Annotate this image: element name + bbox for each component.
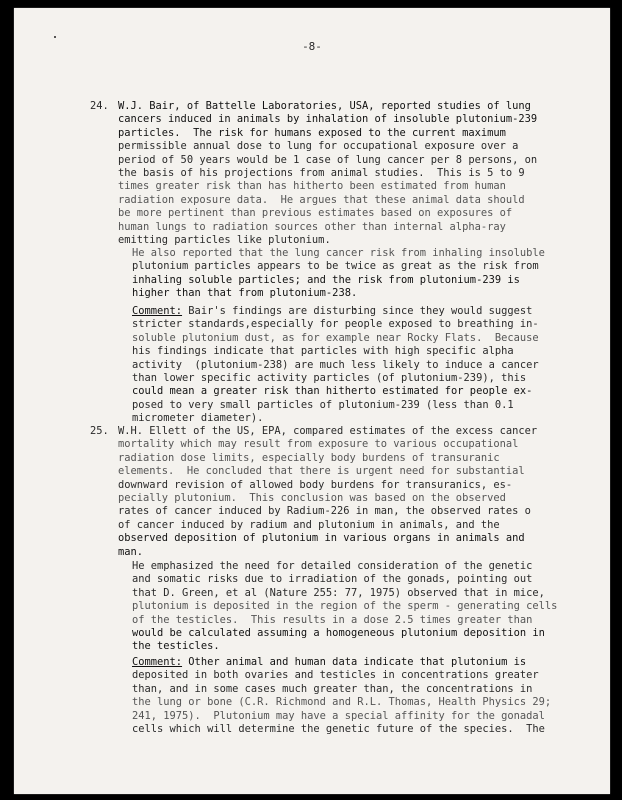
text-line: soluble plutonium dust, as for example near Rocky Flats. Because [132, 331, 539, 344]
paragraph-25b [132, 560, 560, 654]
text-line: cancers induced in animals by inhalation of insoluble plutonium-239 [118, 113, 538, 126]
text-line: He also reported that the lung cancer risk from inhaling insoluble [132, 247, 545, 259]
text-line: deposited in both ovaries and testicles in concentrations greater [132, 669, 539, 682]
document-page [14, 8, 610, 794]
text-line: higher than that from plutonium-238. [132, 287, 358, 300]
text-line: W.J. Bair, of Battelle Laboratories, USA, reported studies of lung [118, 100, 531, 112]
text-line: of the testicles. This results in a dose 2.5 times greater than [132, 613, 533, 626]
text-line: pecially plutonium. This conclusion was based on the observed [118, 492, 506, 505]
text-line: elements. He concluded that there is urgent need for substantial [118, 465, 525, 478]
text-line: stricter standards,especially for people exposed to breathing in- [132, 318, 539, 331]
text-line: Bair's findings are disturbing since they would suggest [182, 305, 533, 317]
comment-25 [132, 656, 560, 736]
text-line: rates of cancer induced by Radium-226 in man, the observed rates o [118, 505, 531, 518]
text-line: emitting particles like plutonium. [118, 234, 331, 247]
text-line: inhaling soluble particles; and the risk from plutonium-239 is [132, 273, 520, 286]
text-line: could mean a greater risk than hitherto estimated for people ex- [132, 385, 533, 398]
text-line: his findings indicate that particles with high specific alpha [132, 345, 514, 358]
text-line: posed to very small particles of plutonium-239 (less than 0.1 [132, 398, 514, 411]
text-line: He emphasized the need for detailed consideration of the genetic [132, 560, 533, 572]
text-line: would be calculated assuming a homogeneous plutonium deposition in [132, 627, 545, 640]
text-line: of cancer induced by radium and plutonium in animals, and the [118, 518, 500, 531]
text-line: plutonium is deposited in the region of the sperm - generating cells [132, 600, 558, 613]
text-line: the basis of his projections from animal studies. This is 5 to 9 [118, 167, 525, 180]
text-line: 241, 1975). Plutonium may have a special affinity for the gonadal [132, 709, 545, 722]
text-line: that D. Green, et al (Nature 255: 77, 1975) observed that in mice, [132, 586, 545, 599]
item-25 [90, 425, 556, 559]
item-number: 25. [90, 425, 109, 437]
speck [54, 36, 56, 38]
text-line: Other animal and human data indicate that plutonium is [182, 656, 527, 668]
text-line: radiation dose limits, especially body burdens of transuranic [118, 451, 500, 464]
text-line: and somatic risks due to irradiation of the gonads, pointing out [132, 573, 533, 586]
text-line: man. [118, 545, 144, 558]
text-line: times greater risk than has hitherto been estimated from human [118, 180, 506, 193]
text-line: period of 50 years would be 1 case of lung cancer per 8 persons, on [118, 153, 538, 166]
comment-24 [132, 305, 560, 426]
text-line: the lung or bone (C.R. Richmond and R.L. Thomas, Health Physics 29; [132, 696, 552, 709]
text-line: plutonium particles appears to be twice as great as the risk from [132, 260, 539, 273]
text-line: radiation exposure data. He argues that these animal data should [118, 193, 525, 206]
text-line: be more pertinent than previous estimates based on exposures of [118, 207, 513, 220]
text-line: than lower specific activity particles (of plutonium-239), this [132, 372, 527, 385]
text-line: cells which will determine the genetic future of the species. The [132, 723, 545, 736]
text-line: permissible annual dose to lung for occupational exposure over a [118, 140, 519, 153]
comment-label: Comment: [132, 305, 183, 317]
page-number: -8- [302, 40, 322, 53]
text-line: micrometer diameter). [132, 412, 264, 425]
text-line: activity (plutonium-238) are much less likely to induce a cancer [132, 358, 539, 371]
text-line: W.H. Ellett of the US, EPA, compared estimates of the excess cancer [118, 425, 538, 437]
text-line: mortality which may result from exposure to various occupational [118, 438, 519, 451]
text-line: human lungs to radiation sources other than internal alpha-ray [118, 220, 506, 233]
text-line: downward revision of allowed body burdens for transuranics, es- [118, 478, 513, 491]
item-24 [90, 100, 556, 247]
text-line: than, and in some cases much greater than, the concentrations in [132, 682, 533, 695]
comment-label: Comment: [132, 656, 183, 668]
paragraph-24b [132, 247, 560, 301]
text-line: the testicles. [132, 640, 220, 653]
item-number: 24. [90, 100, 109, 112]
text-line: observed deposition of plutonium in various organs in animals and [118, 532, 525, 545]
text-line: particles. The risk for humans exposed to the current maximum [118, 126, 506, 139]
